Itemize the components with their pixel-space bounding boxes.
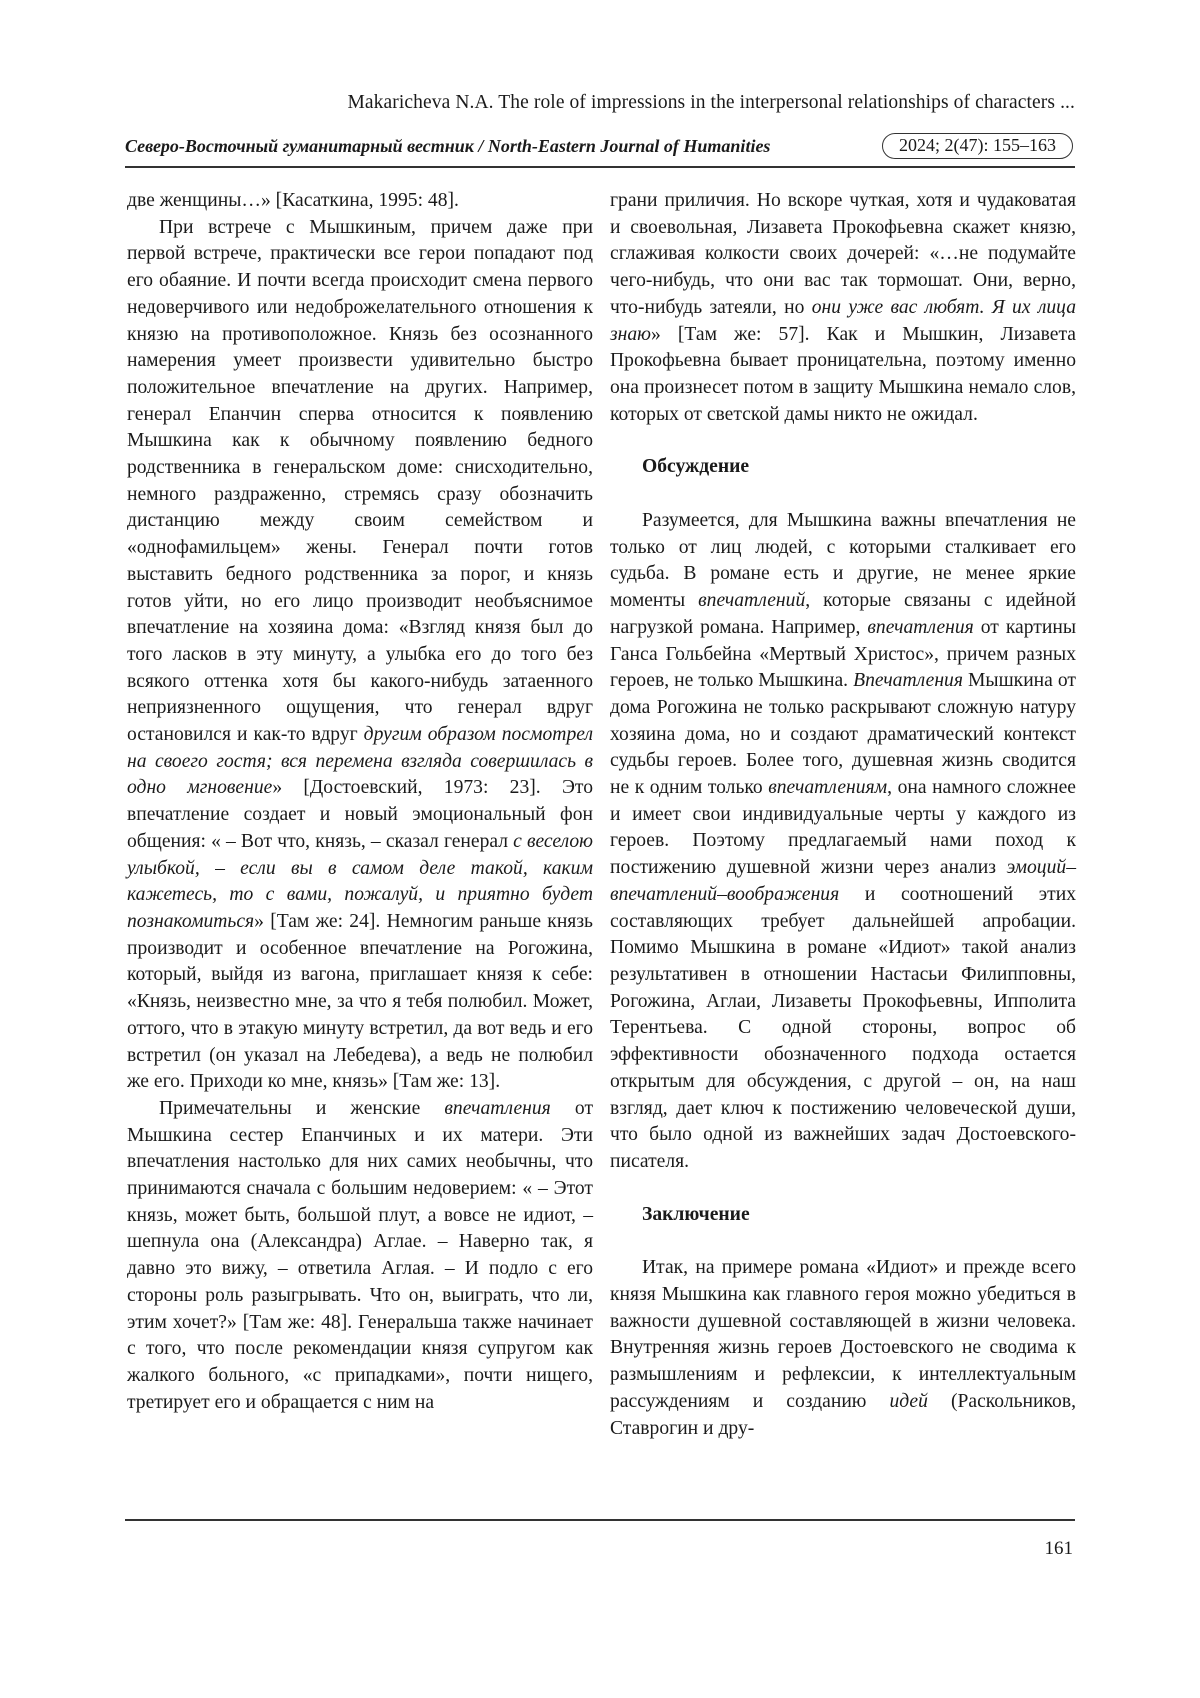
running-title: Makaricheva N.A. The role of impressions in the interpersonal relationships of characters ... [347, 92, 1075, 113]
journal-header [125, 134, 1075, 168]
page-number: 161 [1044, 1538, 1073, 1559]
left-column [127, 188, 593, 1416]
paragraph: Примечательны и женские впечатления от Мышкина сестер Епанчиных и их матери. Эти впечатления настолько для них самих необычны, что принимаются сначала с большим недоверием: « – Этот князь, может быть, большой плут, а вовсе не идиот, – шепнула она (Александра) Аглае. – Наверно так, я давно это вижу, – ответила Аглая. – И подло с его стороны роль разыгрывать. Что он, выиграть, что ли, этим хочет?» [Там же: 48]. Генеральша также начинает с того, что после рекомендации князя супругом как жалкого больного, «с припадками», почти нищего, третирует его и обращается с ним на [127, 1097, 594, 1413]
paragraph: Итак, на примере романа «Идиот» и прежде всего князя Мышкина как главного героя можно убедиться в важности душевной составляющей в жизни человека. Внутренняя жизнь героев Достоевского не сводима к размышлениям и рефлексии, к интеллектуальным рассуждениям и созданию идей (Раскольников, Ставрогин и дру- [610, 1257, 1076, 1439]
section-heading-conclusion: Заключение [642, 1203, 750, 1225]
paragraph: две женщины…» [Касаткина, 1995: 48]. [127, 190, 459, 211]
right-column [610, 188, 1076, 1442]
quote-emphasis: другим образом посмотрел на своего гостя; вся перемена взгляда совершилась в одно мгновение [127, 724, 593, 799]
paragraph: грани приличия. Но вскоре чуткая, хотя и чудаковатая и своевольная, Лизавета Прокофьевна скажет князю, сглаживая колкости своих дочерей: «…не подумайте чего-нибудь, что они вас так тормошат. Они, верно, что-нибудь затеяли, но они уже вас любят. Я их лица знаю» [Там же: 57]. Как и Мышкин, Лизавета Прокофьевна бывает проницательна, поэтому именно она произнесет потом в защиту Мышкина немало слов, которых от светской дамы никто не ожидал. [610, 190, 1076, 425]
quote-emphasis: они уже вас любят. Я их лица знаю [610, 296, 1076, 345]
paragraph: При встрече с Мышкиным, причем даже при первой встрече, практически все герои попадают под его обаяние. И почти всегда происходит смена первого недоверчивого или недоброжелательного отношения к князю на противоположное. Князь без осознанного намерения умеет произвести удивительно быстро положительное впечатление на других. Например, генерал Епанчин сперва относится к появлению Мышкина как к обычному появлению бедного родственника в генеральском доме: снисходительно, немного раздраженно, стремясь сразу обозначить дистанцию между своим семейством и «однофамильцем» жены. Генерал почти готов выставить бедного родственника за порог, и князь готов уйти, но его лицо производит необъяснимое впечатление на хозяина дома: «Взгляд князя был до того ласков в эту минуту, а улыбка его до того без всякого оттенка хотя бы какого-нибудь затаенного неприязненного ощущения, что генерал вдруг остановился и как-то вдруг другим образом посмотрел на своего гостя; вся перемена взгляда совершилась в одно мгновение» [Достоевский, 1973: 23]. Это впечатление создает и новый эмоциональный фон общения: « – Вот что, князь, – сказал генерал с веселою улыбкой, – если вы в самом деле такой, каким кажетесь, то с вами, пожалуй, и приятно будет познакомиться» [Там же: 24]. Немногим раньше князь производит и особенное впечатление на Рогожина, который, выйдя из вагона, приглашает князя к себе: «Князь, неизвестно мне, за что я тебя полюбил. Может, оттого, что в этакую минуту встретил, да вот ведь и его встретил (он указал на Лебедева), а ведь не полюбил же его. Приходи ко мне, князь» [Там же: 13]. [127, 216, 593, 1093]
quote-emphasis: с веселою улыбкой, – если вы в самом деле такой, каким кажетесь, то с вами, пожалуй, и приятно будет познакомиться [127, 830, 593, 932]
paragraph: Разумеется, для Мышкина важны впечатления не только от лиц людей, с которыми сталкивает его судьба. В романе есть и другие, не менее яркие моменты впечатлений, которые связаны с идейной нагрузкой романа. Например, впечатления от картины Ганса Гольбейна «Мертвый Христос», причем разных героев, не только Мышкина. Впечатления Мышкина от дома Рогожина не только раскрывают сложную натуру хозяина дома, но и создают драматический контекст судьбы героев. Более того, душевная жизнь сводится не к одним только впечатлениям, она намного сложнее и имеет свои индивидуальные черты у каждого из героев. Поэтому предлагаемый нами поход к постижению душевной жизни через анализ эмоций–впечатлений–воображения и соотношений этих составляющих требует дальнейшей апробации. Помимо Мышкина в романе «Идиот» такой анализ результативен в отношении Настасьи Филипповны, Рогожина, Аглаи, Лизаветы Прокофьевны, Ипполита Терентьева. С одной стороны, вопрос об эффективности обозначенного подхода остается открытым для обсуждения, с другой – он, на наш взгляд, дает ключ к постижению человеческой души, что было одной из важнейших задач Достоевского-писателя. [610, 510, 1077, 1172]
term-emphasis: впечатления [444, 1097, 551, 1119]
section-heading-discussion: Обсуждение [642, 456, 750, 478]
issue-badge: 2024; 2(47): 155–163 [882, 133, 1073, 159]
journal-name: Северо-Восточный гуманитарный вестник / North-Eastern Journal of Humanities [125, 136, 771, 156]
footer-rule [125, 1519, 1075, 1521]
